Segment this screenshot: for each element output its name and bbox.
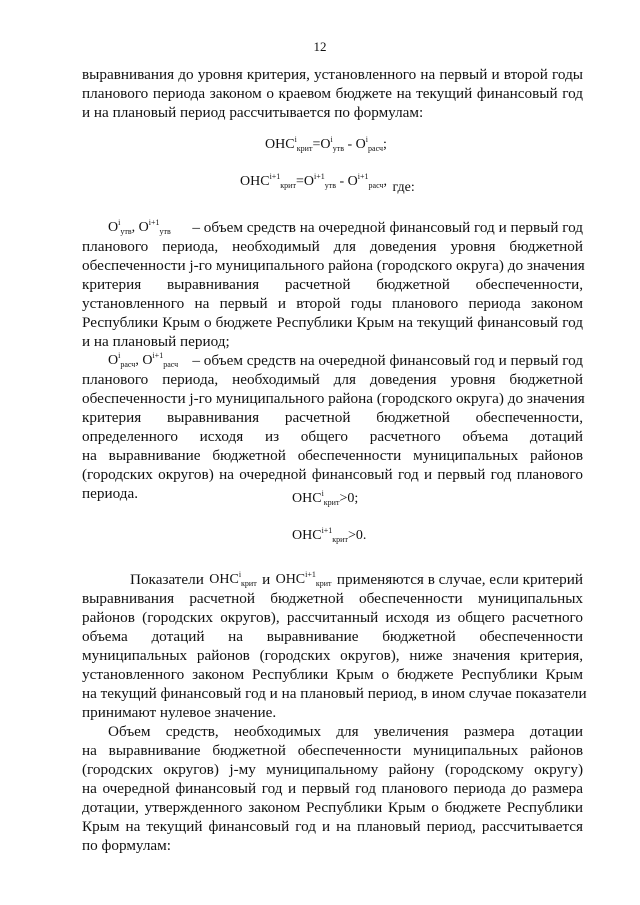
para3-line: на выравнивание бюджетной обеспеченности муниципальных районов: [82, 742, 583, 759]
para1-line: выравнивания до уровня критерия, установленного на первый и второй годы: [82, 66, 583, 83]
def2-line: определенного исходя из общего расчетного объема дотаций: [82, 428, 583, 445]
def2-line: (городских округов) на очередной финансовый год и первый год планового: [82, 466, 583, 483]
para2-line: муниципальных районов (городских округов), ниже значения критерия,: [82, 647, 583, 664]
def1-line: критерия выравнивания расчетной бюджетной обеспеченности,: [82, 276, 583, 293]
def1-first-line: $О^i_{утв}$, $О^{i+1}_{утв}$ – объем средств на очередной финансовый год и первый год: [108, 218, 583, 236]
def1-line: планового периода, необходимый для доведения уровня бюджетной: [82, 238, 583, 255]
def2-line: критерия выравнивания расчетной бюджетной обеспеченности,: [82, 409, 583, 426]
def2-first-line: $О^i_{расч}$, $О^{i+1}_{расч}$ – объем средств на очередной финансовый год и первый год: [108, 351, 583, 369]
para2-first-line: Показатели $ОНС^i_{крит}$ и $ОНС^{i+1}_{крит}$ применяются в случае, если критерий: [130, 570, 583, 588]
def1-line: установленного на первый и второй годы планового периода законом: [82, 295, 583, 312]
para3-line: дотации, утвержденного законом Республики Крым о бюджете Республики: [82, 799, 583, 816]
para3-line: Крым на текущий финансовый год и на плановый период, рассчитывается: [82, 818, 583, 835]
para3-line: по формулам:: [82, 837, 172, 854]
para2-line: районов (городских округов), рассчитанный исходя из общего расчетного: [82, 609, 583, 626]
def1-line: и на плановый период;: [82, 333, 230, 350]
condition-1: $ОНС^i_{крит}>0$;: [292, 489, 359, 507]
formula-1: $ОНС^i_{крит}=О^i_{утв} - О^i_{расч}$;: [265, 135, 387, 153]
def2-line: на выравнивание бюджетной обеспеченности муниципальных районов: [82, 447, 583, 464]
def2-line: обеспеченности j-го муниципального района (городского округа) до значения: [82, 390, 585, 407]
para1-line: и на плановый период рассчитывается по формулам:: [82, 104, 424, 121]
def1-line: Республики Крым о бюджете Республики Крым на текущий финансовый год: [82, 314, 583, 331]
para3-line: на очередной финансовый год и первый год планового периода до размера: [82, 780, 583, 797]
condition-2: $ОНС^{i+1}_{крит}>0$.: [292, 526, 367, 544]
para3-line: (городских округов) j-му муниципальному району (городскому округу): [82, 761, 583, 778]
para1-line: планового периода законом о краевом бюджете на текущий финансовый год: [82, 85, 583, 102]
para3-line: Объем средств, необходимых для увеличения размера дотации: [108, 723, 583, 740]
para2-line: на текущий финансовый год и на плановый период, в ином случае показатели: [82, 685, 587, 702]
def2-line: периода.: [82, 485, 139, 502]
para2-line: выравнивания расчетной бюджетной обеспеченности муниципальных: [82, 590, 583, 607]
formula-2: $ОНС^{i+1}_{крит}=О^{i+1}_{утв} - О^{i+1}_{расч}$, где:: [240, 172, 415, 195]
def1-line: обеспеченности j-го муниципального района (городского округа) до значения: [82, 257, 585, 274]
page-number: 12: [313, 39, 327, 54]
para2-line: объема дотаций на выравнивание бюджетной обеспеченности: [82, 628, 583, 645]
para2-line: установленного законом Республики Крым о бюджете Республики Крым: [82, 666, 583, 683]
def2-line: планового периода, необходимый для доведения уровня бюджетной: [82, 371, 583, 388]
para2-line: принимают нулевое значение.: [82, 704, 277, 721]
